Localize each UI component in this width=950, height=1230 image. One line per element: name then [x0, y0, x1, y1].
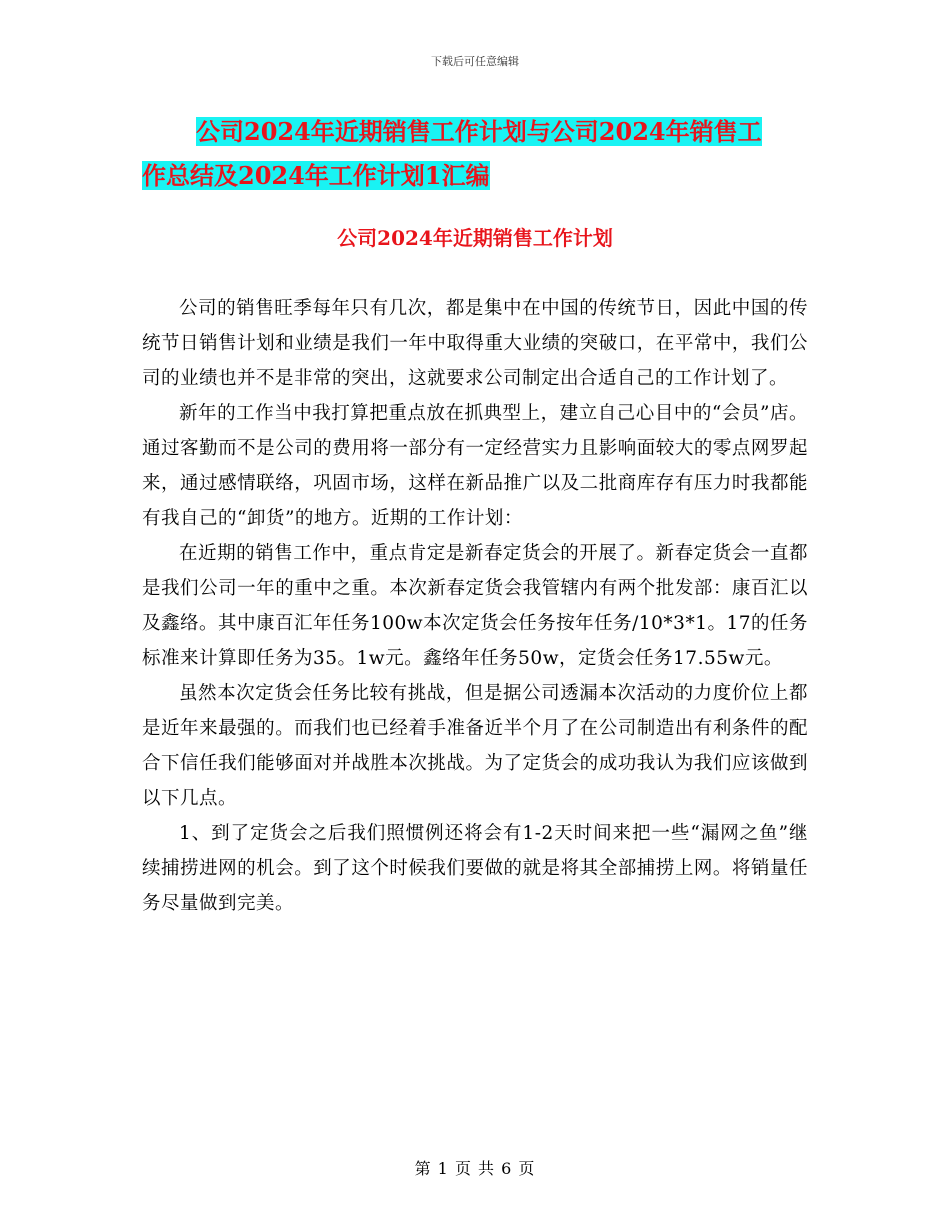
document-title: [142, 110, 808, 198]
title-line-1-text: 公司2024年近期销售工作计划与公司2024年销售工: [196, 117, 762, 146]
section-title: 公司2024年近期销售工作计划: [337, 226, 613, 250]
paragraph-4: 虽然本次定货会任务比较有挑战，但是据公司透漏本次活动的力度价位上都是近年来最强的。而我们也已经着手准备近半个月了在公司制造出有利条件的配合下信任我们能够面对并战胜本次挑战。为了定货会的成功我认为我们应该做到以下几点。: [142, 683, 808, 809]
title-line-2-text: 作总结及2024年工作计划1汇编: [142, 161, 490, 190]
body-text: [142, 291, 808, 921]
title-line-1: [142, 110, 808, 154]
paragraph-3: 在近期的销售工作中，重点肯定是新春定货会的开展了。新春定货会一直都是我们公司一年的重中之重。本次新春定货会我管辖内有两个批发部：康百汇以及鑫络。其中康百汇年任务100w本次定货会任务按年任务/10*3*1。17的任务标准来计算即任务为35。1w元。鑫络年任务50w，定货会任务17.55w元。: [142, 543, 809, 669]
header-note: 下载后可任意编辑: [431, 55, 519, 68]
paragraph-1: 公司的销售旺季每年只有几次，都是集中在中国的传统节日，因此中国的传统节日销售计划和业绩是我们一年中取得重大业绩的突破口，在平常中，我们公司的业绩也并不是非常的突出，这就要求公司制定出合适自己的工作计划了。: [142, 298, 808, 389]
title-line-2: [142, 154, 808, 198]
paragraph-2: 新年的工作当中我打算把重点放在抓典型上，建立自己心目中的“会员”店。通过客勤而不是公司的费用将一部分有一定经营实力且影响面较大的零点网罗起来，通过感情联络，巩固市场，这样在新品推广以及二批商库存有压力时我都能有我自己的“卸货”的地方。近期的工作计划：: [142, 403, 808, 529]
paragraph-5: 1、到了定货会之后我们照惯例还将会有1-2天时间来把一些“漏网之鱼”继续捕捞进网的机会。到了这个时候我们要做的就是将其全部捕捞上网。将销量任务尽量做到完美。: [142, 823, 808, 914]
page-footer: 第 1 页 共 6 页: [414, 1159, 536, 1178]
